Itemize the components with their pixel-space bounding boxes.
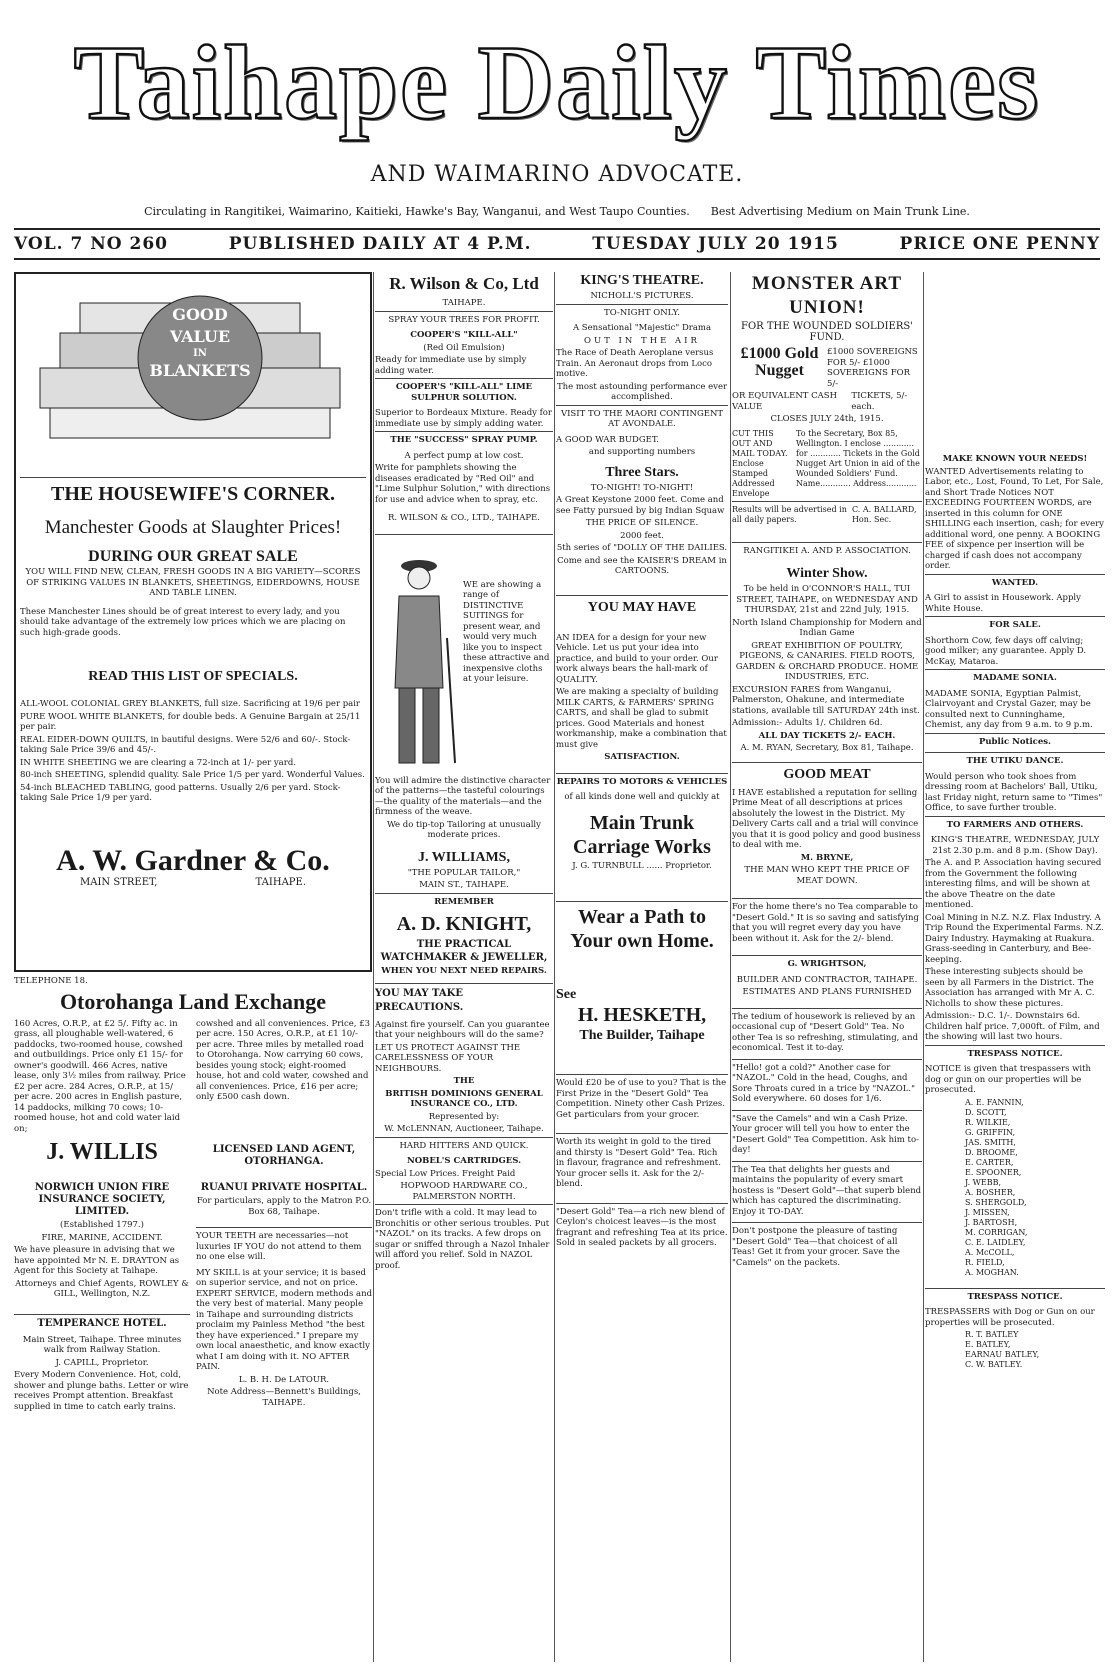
main-trunk-heading: Main Trunk Carriage Works bbox=[573, 811, 711, 858]
published-info: PUBLISHED DAILY AT 4 P.M. bbox=[228, 234, 532, 254]
signatory: S. SHERGOLD, bbox=[965, 1197, 1027, 1207]
great-exhibition: GREAT EXHIBITION OF POULTRY, PIGEONS, & CANARIES. FIELD ROOTS, GARDEN & ORCHARD PRODUCE. HOME INDUSTRIES, ETC. bbox=[735, 640, 919, 682]
north-island: North Island Championship for Modern and Indian Game bbox=[732, 617, 922, 638]
results-row bbox=[732, 501, 922, 528]
lower-right bbox=[196, 1182, 372, 1414]
delights-text: The Tea that delights her guests and maintains the popularity of every smart hostess is "Desert Gold"—that superb blend which has captured the discriminating. Enjoy it TO-DAY. bbox=[732, 1161, 922, 1221]
gold-nugget: £1000 Gold Nugget bbox=[740, 345, 819, 379]
bryne-sub: THE MAN WHO KEPT THE PRICE OF MEAT DOWN. bbox=[744, 865, 910, 886]
utiku-heading: THE UTIKU DANCE. bbox=[925, 752, 1105, 770]
sale-heading: DURING OUR GREAT SALE bbox=[88, 548, 298, 565]
licensed-agent: LICENSED LAND AGENT, OTORHANGA. bbox=[212, 1144, 356, 1167]
coupon-form: To the Secretary, Box 85, Wellington. I enclose ............ for ............ Tickets in the Gold Nugget Art Union in aid of the Wounded Soldiers' Fund. Name............ Address............ bbox=[796, 428, 920, 488]
gentleman-figure bbox=[375, 538, 463, 768]
save-camels: "Save the Camels" and win a Cash Prize. Your grocer will tell you how to enter the "Desert Gold" Tea Competition. Ask him to-day! bbox=[732, 1110, 922, 1159]
pump-text: A perfect pump at low cost. bbox=[404, 450, 524, 461]
kill-all-1-sub: (Red Oil Emulsion) bbox=[423, 342, 505, 353]
willis-name: J. WILLIS bbox=[46, 1139, 158, 1165]
column-4 bbox=[732, 272, 922, 1662]
allkinds-text: of all kinds done well and quickly at bbox=[564, 792, 720, 802]
repairs-label: REPAIRS TO MOTORS & VEHICLES bbox=[556, 773, 728, 791]
kings-theatre-heading: KING'S THEATRE. bbox=[580, 273, 704, 288]
maori-visit: VISIT TO THE MAORI CONTINGENT AT AVONDALE. bbox=[556, 405, 728, 433]
the-label: THE bbox=[453, 1076, 475, 1086]
nugget-row bbox=[732, 345, 922, 391]
show-admission: Admission:- Adults 1/. Children 6d. bbox=[732, 718, 883, 728]
soldiers-fund: FOR THE WOUNDED SOLDIERS' FUND. bbox=[741, 321, 913, 343]
dolly-text: 5th series of "DOLLY OF THE DAILIES. bbox=[556, 543, 728, 553]
top-rule bbox=[14, 228, 1100, 230]
blanket-circle-text bbox=[138, 304, 262, 382]
manchester-heading: Manchester Goods at Slaughter Prices! bbox=[44, 517, 342, 538]
signatory: A. BOSHER, bbox=[965, 1187, 1016, 1197]
issue-price: PRICE ONE PENNY bbox=[899, 234, 1100, 254]
postpone-text: Don't postpone the pleasure of tasting "Desert Gold" Tea—that choicest of all Teas! Get it from your grocer. Save the "Camels" on the packets. bbox=[732, 1222, 922, 1271]
tonight-only: TO-NIGHT ONLY. bbox=[556, 304, 728, 322]
represented-label: Represented by: bbox=[428, 1111, 500, 1122]
cut-out-note: CUT THIS OUT AND MAIL TODAY. Enclose Stamped Addressed Envelope bbox=[732, 428, 788, 498]
issue-date: TUESDAY JULY 20 1915 bbox=[592, 234, 839, 254]
for-sale-heading: FOR SALE. bbox=[925, 616, 1105, 634]
hesketh-builder: The Builder, Taihape bbox=[579, 1028, 705, 1043]
utiku-text: Would person who took shoes from dressing room at Bachelors' Ball, Utiku, last Friday night, return same to "Times" Office, to save further trouble. bbox=[925, 771, 1103, 813]
you-may-have: YOU MAY HAVE bbox=[556, 595, 728, 619]
coupon-row bbox=[732, 427, 922, 501]
column-5 bbox=[925, 272, 1105, 1662]
trespass-heading: TRESPASS NOTICE. bbox=[925, 1045, 1105, 1063]
special-item: 54-inch BLEACHED TABLING, good patterns. Usually 2/6 per yard. Stock-taking Sale Price 1/9 per yard. bbox=[20, 782, 341, 803]
closes-date: CLOSES JULY 24th, 1915. bbox=[770, 414, 884, 424]
tailor-ad bbox=[375, 534, 553, 774]
dominions-heading: BRITISH DOMINIONS GENERAL INSURANCE CO., LTD. bbox=[385, 1088, 543, 1109]
tedium-text: The tedium of housework is relieved by an occasional cup of "Desert Gold" Tea. No other Tea is so refreshing, stimulating, and economical. Test it to-day. bbox=[732, 1008, 922, 1057]
see-label: See bbox=[556, 987, 577, 1002]
meat-text: I HAVE established a reputation for selling Prime Meat of all descriptions at prices absolutely the lowest in the District. My Delivery Carts call and a trial will convince you that it is good policy and good business to deal with me. bbox=[732, 787, 921, 850]
signatory: E. BATLEY, bbox=[965, 1340, 1011, 1349]
value-row bbox=[732, 391, 922, 412]
wanted-girl: A Girl to assist in Housework. Apply White House. bbox=[925, 593, 1081, 614]
against-text: Against fire yourself. Can you guarantee that your neighbours will do the same? bbox=[375, 1019, 550, 1040]
remember-label: REMEMBER bbox=[375, 893, 553, 911]
signatory: G. GRIFFIN, bbox=[965, 1127, 1016, 1137]
spray-heading: SPRAY YOUR TREES FOR PROFIT. bbox=[375, 311, 553, 329]
films-list: Coal Mining in N.Z. N.Z. Flax Industry. A Trip Round the Experimental Farms. N.Z. Dairy Industry. Haymaking at Ruakura. Grass-seeding in Canterbury, and Bee-keeping. bbox=[925, 912, 1104, 965]
keystone-text: A Great Keystone 2000 feet. Come and see Fatty pursued by big Indian Squaw bbox=[556, 495, 725, 516]
volume-number: VOL. 7 NO 260 bbox=[14, 234, 168, 254]
column-1 bbox=[14, 272, 372, 1662]
signatory: EARNAU BATLEY, bbox=[965, 1350, 1040, 1359]
nobel-price: Special Low Prices. Freight Paid bbox=[375, 1168, 516, 1179]
williams-name: J. WILLIAMS, bbox=[418, 849, 510, 865]
tailoring-text: We do tip-top Tailoring at unusually moderate prices. bbox=[387, 819, 541, 840]
bryne-name: M. BRYNE, bbox=[800, 852, 854, 863]
desert-gold-1: Would £20 be of use to you? That is the First Prize in the "Desert Gold" Tea Competition. Ninety other Cash Prizes. Get particulars from your grocer. bbox=[556, 1074, 728, 1123]
signatory: C. W. BATLEY. bbox=[965, 1360, 1023, 1369]
land-right: cowshed and all conveniences. Price, £3 per acre. 150 Acres, O.R.P., at £1 10/- per acre. Three miles by metalled road to Otorohanga. Now carrying 60 cows, besides young stock; eight-roomed house, hot and cold water, cowshed and all conveniences. Price, £16 per acre; only £500 cash down. bbox=[196, 1018, 371, 1102]
equivalent-value: OR EQUIVALENT CASH VALUE bbox=[732, 391, 838, 412]
farmers-heading: TO FARMERS AND OTHERS. bbox=[925, 816, 1105, 834]
hesketh-name: H. HESKETH, bbox=[577, 1004, 707, 1026]
norwich-heading: NORWICH UNION FIRE INSURANCE SOCIETY, LIMITED. bbox=[34, 1182, 170, 1217]
hello-cold: "Hello! got a cold?" Another case for "NAZOL." Cold in the head, Coughs, and Sore Throats cured in a trice by "NAZOL." Sold everywhere. 60 doses for 1/6. bbox=[732, 1059, 922, 1108]
delatour-name: L. B. H. De LATOUR. bbox=[238, 1374, 330, 1385]
kaiser-text: Come and see the KAISER'S DREAM in CARTOONS. bbox=[557, 555, 727, 576]
column-divider bbox=[923, 272, 924, 1662]
norwich-agents: Attorneys and Chief Agents, ROWLEY & GILL, Wellington, N.Z. bbox=[15, 1278, 189, 1299]
gardner-street: MAIN STREET, bbox=[80, 876, 158, 888]
wilson-town: TAIHAPE. bbox=[442, 298, 486, 308]
assoc-films: The A. and P. Association having secured from the Government the following interesting films, and will be shown at the above Theatre on the date mentioned. bbox=[925, 858, 1102, 910]
ballard-name: C. A. BALLARD, Hon. Sec. bbox=[851, 504, 917, 524]
skill-text: MY SKILL is at your service; it is based on superior service, and not on price. EXPERT SERVICE, modern methods and the very best of material. Many people in Taihape and surrounding districts proclaim my Painless Method "the best they have experienced." I prepare my own local anaesthetic, and know exactly what I am doing with it. NO AFTER PAIN. bbox=[196, 1267, 372, 1372]
advertising-text: Best Advertising Medium on Main Trunk Line. bbox=[710, 205, 970, 218]
williams-sub: "THE POPULAR TAILOR," bbox=[407, 867, 521, 878]
kill-all-1-text: Ready for immediate use by simply adding water. bbox=[375, 355, 527, 376]
signatory: J. BARTOSH, bbox=[965, 1217, 1018, 1227]
blanket-word: VALUE bbox=[169, 327, 231, 346]
admire-text: You will admire the distinctive character of the patterns—the tasteful colourings—the quality of the materials—and the firmness of the weave. bbox=[375, 775, 551, 817]
blanket-illustration bbox=[20, 278, 366, 478]
sovereigns: £1000 SOVEREIGNS FOR 5/- £1000 SOVEREIGNS FOR 5/- bbox=[827, 347, 918, 389]
teeth-text: YOUR TEETH are necessaries—not luxuries IF YOU do not attend to them no one else will. bbox=[196, 1227, 372, 1266]
wear-a-path: Wear a Path to Your own Home. bbox=[556, 901, 728, 956]
signatory: M. CORRIGAN, bbox=[965, 1227, 1028, 1237]
housewife-heading: THE HOUSEWIFE'S CORNER. bbox=[51, 483, 335, 505]
public-notices: Public Notices. bbox=[925, 733, 1105, 751]
capill-name: J. CAPILL, Proprietor. bbox=[55, 1357, 149, 1368]
precautions-heading: YOU MAY TAKE PRECAUTIONS. bbox=[375, 983, 553, 1018]
kill-all-2-text: Superior to Bordeaux Mixture. Ready for immediate use by simply adding water. bbox=[375, 408, 552, 429]
excursion-fares: EXCURSION FARES from Wanganui, Palmerston, Ohakune, and intermediate stations, available till SATURDAY 24th inst. bbox=[732, 684, 920, 716]
sonia-text: MADAME SONIA, Egyptian Palmist, Clairvoyant and Crystal Gazer, may be consulted next to Cunninghame, Chemist, any day from 9 a.m. to 9 p.m. bbox=[925, 688, 1093, 730]
otorohanga-heading: Otorohanga Land Exchange bbox=[59, 988, 327, 1014]
ruanui-text: For particulars, apply to the Matron P.O. Box 68, Taihape. bbox=[196, 1196, 372, 1217]
land-listings bbox=[14, 1017, 372, 1137]
signatory: D. SCOTT, bbox=[965, 1107, 1007, 1117]
pamphlet-text: Write for pamphlets showing the diseases eradicated by "Red Oil" and "Lime Sulphur Solution," with directions for use and advice when to spray, etc. bbox=[375, 463, 551, 505]
knight-practical: THE PRACTICAL WATCHMAKER & JEWELLER, bbox=[380, 939, 548, 963]
nobel-heading: NOBEL'S CARTRIDGES. bbox=[406, 1156, 522, 1166]
price-of-silence: THE PRICE OF SILENCE. bbox=[585, 518, 699, 528]
tea-comparable: For the home there's no Tea comparable to "Desert Gold." It is so saving and satisfying that you will regret every day you have been without it. Ask for the 2/- blend. bbox=[732, 898, 922, 947]
signatory: E. SPOONER, bbox=[965, 1167, 1022, 1177]
all-day-tickets: ALL DAY TICKETS 2/- EACH. bbox=[758, 730, 896, 741]
norwich-text: We have pleasure in advising that we have appointed Mr N. E. DRAYTON as Agent for this Society at Taihape. bbox=[14, 1245, 180, 1276]
signatory: J. WEBB, bbox=[965, 1177, 1002, 1187]
wanted-rates: WANTED Advertisements relating to Labor, etc., Lost, Found, To Let, For Sale, and Short Trade Notices NOT EXCEEDING FOURTEEN WORDS, are inserted in this column for ONE SHILLING each insertion, cash; for every additional word, one penny. A BOOKING FEE of sixpence per insertion will be charged if cash does not accompany order. bbox=[925, 466, 1104, 571]
silence-feet: 2000 feet. bbox=[620, 530, 664, 541]
signatory: A. MOGHAN. bbox=[965, 1267, 1019, 1277]
trespass2-names bbox=[925, 1330, 1105, 1370]
kill-all-1: COOPER'S "KILL-ALL" bbox=[410, 330, 518, 340]
special-item: 80-inch SHEETING, splendid quality. Sale Price 1/5 per yard. Wonderful Values. bbox=[20, 770, 365, 780]
circulation-text: Circulating in Rangitikei, Waimarino, Kaitieki, Hawke's Bay, Wanganui, and West Taupo Counties. bbox=[144, 205, 690, 218]
estimates: ESTIMATES AND PLANS FURNISHED bbox=[742, 987, 912, 997]
signatory: A. McCOLL, bbox=[965, 1247, 1015, 1257]
satisfaction-label: SATISFACTION. bbox=[604, 752, 680, 762]
land-left: 160 Acres, O.R.P., at £2 5/. Fifty ac. in grass, all ploughable well-watered, 6 paddocks, two-roomed house, cowshed and outbuildings. Price only £1 15/- for owner's goodwill. 466 Acres, native lease, only 3½ miles from railway. Price £2 per acre. 284 Acres, O.R.P., at 15/ per acre. 200 acres in English pasture, 14 paddocks, milking 70 cows; 10-roomed house, hot and cold water laid on; bbox=[14, 1018, 186, 1134]
norwich-established: (Established 1797.) bbox=[60, 1220, 144, 1230]
signatory: R. WILKIE, bbox=[965, 1117, 1011, 1127]
wilson-heading: R. Wilson & Co, Ltd bbox=[389, 274, 539, 293]
nicholl-pictures: NICHOLL'S PICTURES. bbox=[590, 291, 694, 301]
gardner-advertisement bbox=[14, 272, 372, 972]
interesting-text: These interesting subjects should be seen by all Farmers in the District. The Association has arranged with Mr A. C. Nicholls to show these pictures. bbox=[925, 967, 1095, 1009]
association-heading: RANGITIKEI A. AND P. ASSOCIATION. bbox=[732, 542, 922, 560]
idea-text: AN IDEA for a design for your new Vehicle. Let us put your idea into practice, and build to your order. Our work always bears the hall-mark of QUALITY. bbox=[556, 632, 718, 685]
masthead-title: Taihape Daily Times bbox=[73, 24, 1041, 141]
astounding-text: The most astounding performance ever accomplished. bbox=[556, 381, 728, 402]
signatory: E. CARTER, bbox=[965, 1157, 1014, 1167]
kings-show: KING'S THEATRE, WEDNESDAY, JULY 21st 2.30 p.m. and 8 p.m. (Show Day). bbox=[930, 835, 1100, 856]
desert-gold-3: "Desert Gold" Tea—a rich new blend of Ceylon's choicest leaves—is the most fragrant and refreshing Tea at its price. Sold in sealed packets by all grocers. bbox=[556, 1203, 728, 1252]
out-in-air: OUT IN THE AIR bbox=[584, 335, 700, 346]
winter-show: Winter Show. bbox=[786, 566, 868, 581]
monster-heading: MONSTER ART UNION! bbox=[751, 273, 903, 318]
results-text: Results will be advertised in all daily papers. bbox=[732, 504, 847, 524]
ruanui-heading: RUANUI PRIVATE HOSPITAL. bbox=[200, 1182, 368, 1193]
mclennan-name: W. McLENNAN, Auctioneer, Taihape. bbox=[384, 1124, 544, 1134]
knight-name: A. D. KNIGHT, bbox=[396, 913, 532, 935]
trespass2-heading: TRESPASS NOTICE. bbox=[925, 1288, 1105, 1306]
knight-repairs: WHEN YOU NEXT NEED REPAIRS. bbox=[381, 966, 547, 976]
dateline-rule bbox=[14, 258, 1100, 260]
race-text: The Race of Death Aeroplane versus Train. An Aeronaut drops from Loco motive. bbox=[556, 348, 714, 379]
signatory: D. BROOME, bbox=[965, 1147, 1018, 1157]
willis-row bbox=[14, 1136, 372, 1168]
nazol-text: Don't trifle with a cold. It may lead to Bronchitis or other serious troubles. Put "NAZOL" on its tracks. A few drops on sugar or sniffed through a Nazol Inhaler will afford you relief. Sold in NAZOL proof. bbox=[375, 1204, 553, 1274]
blanket-word: GOOD bbox=[172, 305, 228, 324]
ticket-price: TICKETS, 5/- each. bbox=[851, 391, 908, 412]
wilson-signature: R. WILSON & CO., LTD., TAIHAPE. bbox=[388, 513, 540, 523]
wrightson-name: G. WRIGHTSON, bbox=[732, 955, 922, 973]
masthead-subtitle: AND WAIMARINO ADVOCATE. bbox=[370, 162, 744, 187]
column-5-spacer bbox=[925, 272, 1105, 452]
special-item: ALL-WOOL COLONIAL GREY BLANKETS, full size. Sacrificing at 19/6 per pair bbox=[20, 699, 360, 709]
drama-text: A Sensational "Majestic" Drama bbox=[572, 323, 712, 333]
telephone-line: TELEPHONE 18. bbox=[14, 976, 88, 986]
blanket-word: BLANKETS bbox=[149, 361, 251, 380]
lower-left bbox=[14, 1182, 190, 1414]
delatour-address: Note Address—Bennett's Buildings, TAIHAPE. bbox=[207, 1387, 361, 1408]
specials-heading: READ THIS LIST OF SPECIALS. bbox=[88, 669, 298, 684]
trespass-text: NOTICE is given that trespassers with dog or gun on our properties will be prosecuted. bbox=[925, 1064, 1092, 1095]
temperance-text: Main Street, Taihape. Three minutes walk from Railway Station. bbox=[22, 1334, 182, 1355]
capill-text: Every Modern Convenience. Hot, cold, shower and plunge baths. Letter or wire receives Prompt attention. Breakfast supplied in time to catch early trains. bbox=[14, 1370, 189, 1412]
sale-text-2: These Manchester Lines should be of great interest to every lady, and you should take advantage of the extremely low prices which we are placing on such high-grade goods. bbox=[20, 606, 346, 638]
special-item: IN WHITE SHEETING we are clearing a 72-inch at 1/- per yard. bbox=[20, 757, 296, 768]
three-stars: Three Stars. bbox=[605, 464, 679, 480]
wanted-heading: WANTED. bbox=[925, 574, 1105, 592]
blanket-word: IN bbox=[193, 348, 207, 359]
specialty-text: We are making a specialty of building MILK CARTS, & FARMERS' SPRING CARTS, and shall be glad to submit prices. Good Materials and honest workmanship, make a combination that must give bbox=[556, 687, 727, 750]
kill-all-2: COOPER'S "KILL-ALL" LIME SULPHUR SOLUTION. bbox=[375, 378, 553, 406]
signatory: R. FIELD, bbox=[965, 1257, 1005, 1267]
signatory: C. E. LAIDLEY, bbox=[965, 1237, 1026, 1247]
trespass-names bbox=[925, 1098, 1105, 1278]
gardner-town: TAIHAPE. bbox=[255, 876, 306, 888]
sonia-heading: MADAME SONIA. bbox=[925, 669, 1105, 687]
signatory: J. MISSEN, bbox=[965, 1207, 1010, 1217]
wrightson-sub: BUILDER AND CONTRACTOR, TAIHAPE. bbox=[736, 974, 918, 985]
dateline bbox=[14, 234, 1100, 254]
films-admission: Admission:- D.C. 1/-. Downstairs 6d. Children half price. 7,000ft. of Film, and the showing will last two hours. bbox=[925, 1011, 1100, 1042]
temperance-heading: TEMPERANCE HOTEL. bbox=[14, 1314, 190, 1333]
suitings-text: WE are showing a range of DISTINCTIVE SUITINGS for present wear, and would very much like you to inspect these attractive and inexpensive cloths at your leisure. bbox=[463, 579, 550, 684]
signatory: A. E. FANNIN, bbox=[965, 1097, 1024, 1107]
specials-list bbox=[20, 699, 366, 804]
held-details: To be held in O'CONNOR'S HALL, TUI STREET, TAIHAPE, on WEDNESDAY AND THURSDAY, 21st and 22nd July, 1915. bbox=[736, 584, 918, 615]
tonight-tonight: TO-NIGHT! TO-NIGHT! bbox=[590, 482, 694, 493]
good-meat: GOOD MEAT bbox=[732, 762, 922, 786]
hitters-heading: HARD HITTERS AND QUICK. bbox=[375, 1137, 553, 1155]
masthead bbox=[20, 8, 1094, 158]
make-known: MAKE KNOWN YOUR NEEDS! bbox=[942, 454, 1088, 464]
column-2 bbox=[375, 272, 553, 1662]
special-item: REAL EIDER-DOWN QUILTS, in bautiful designs. Were 52/6 and 60/-. Stock-taking Sale Price 39/6 and 45/-. bbox=[20, 734, 351, 755]
signatory: JAS. SMITH, bbox=[965, 1137, 1016, 1147]
column-divider bbox=[730, 272, 731, 1662]
gardner-address bbox=[20, 878, 366, 889]
circulation-line bbox=[0, 205, 1114, 218]
norwich-types: FIRE, MARINE, ACCIDENT. bbox=[41, 1232, 163, 1243]
williams-address: MAIN ST., TAIHAPE. bbox=[419, 880, 509, 890]
column-3 bbox=[556, 272, 728, 1662]
column-divider bbox=[554, 272, 555, 1662]
desert-gold-2: Worth its weight in gold to the tired and thirsty is "Desert Gold" Tea. Rich in flavour, fragrance and refreshment. Your grocer sells it. Ask for the 2/- blend. bbox=[556, 1133, 728, 1193]
trespass2-text: TRESPASSERS with Dog or Gun on our properties will be prosecuted. bbox=[925, 1307, 1095, 1328]
hopwood-name: HOPWOOD HARDWARE CO., PALMERSTON NORTH. bbox=[400, 1181, 528, 1202]
column-divider bbox=[373, 272, 374, 1662]
signatory: R. T. BATLEY bbox=[965, 1330, 1019, 1339]
turnbull-name: J. G. TURNBULL ...... Proprietor. bbox=[572, 860, 712, 871]
special-item: PURE WOOL WHITE BLANKETS, for double beds. A Genuine Bargain at 25/11 per pair. bbox=[20, 711, 361, 732]
lower-ads bbox=[14, 1182, 372, 1414]
supporting-numbers: and supporting numbers bbox=[588, 447, 696, 457]
protect-text: LET US PROTECT AGAINST THE CARELESSNESS OF YOUR NEIGHBOURS. bbox=[375, 1042, 521, 1074]
ryan-secretary: A. M. RYAN, Secretary, Box 81, Taihape. bbox=[740, 743, 914, 753]
pump-heading: THE "SUCCESS" SPRAY PUMP. bbox=[375, 431, 553, 449]
sale-text: YOU WILL FIND NEW, CLEAN, FRESH GOODS IN A BIG VARIETY—SCORES OF STRIKING VALUES IN BLANKETS, SHEETINGS, EIDERDOWNS, HOUSE AND TABLE LINEN. bbox=[25, 567, 361, 598]
gardner-name: A. W. Gardner & Co. bbox=[56, 843, 330, 877]
war-budget: A GOOD WAR BUDGET. bbox=[556, 434, 659, 445]
for-sale-text: Shorthorn Cow, few days off calving; good milker; any guarantee. Apply D. McKay, Mataroa. bbox=[925, 635, 1087, 667]
